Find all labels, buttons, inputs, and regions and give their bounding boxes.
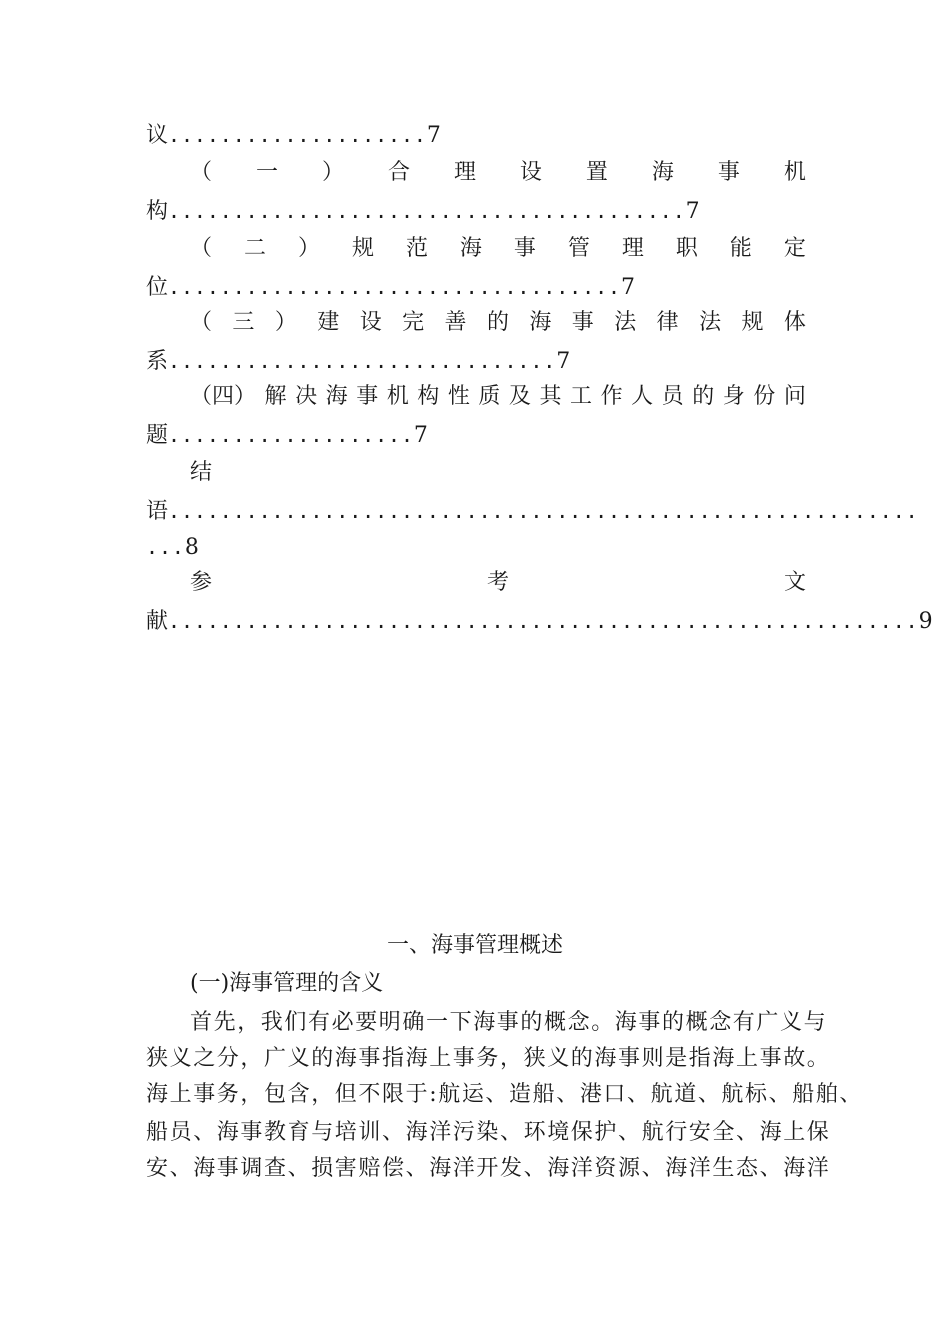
toc-leader-dots: .................... — [168, 123, 427, 147]
toc-entry-proposals[interactable] — [146, 120, 806, 150]
toc-entry-tail: 位 — [146, 275, 169, 300]
toc-entry-leader-1[interactable] — [146, 196, 806, 226]
toc-char: 工 — [570, 384, 593, 409]
toc-char: 海 — [325, 384, 348, 409]
toc-char: 员 — [661, 384, 684, 409]
toc-char: 构 — [417, 384, 440, 409]
toc-entry-title-2[interactable] — [190, 234, 806, 264]
toc-entry-leader-6[interactable] — [146, 606, 933, 636]
toc-char: 决 — [295, 384, 318, 409]
toc-entry-tail: 构 — [146, 199, 169, 224]
toc-char: 作 — [600, 384, 623, 409]
toc-char: （ — [190, 236, 213, 261]
toc-leader-dots: .............................. — [168, 349, 557, 373]
toc-char: 能 — [729, 236, 752, 261]
toc-char: 合 — [387, 160, 410, 185]
toc-char: 事 — [513, 236, 536, 261]
toc-char: 的 — [692, 384, 715, 409]
toc-char: 理 — [621, 236, 644, 261]
toc-char: 定 — [783, 236, 806, 261]
toc-page-number: 7 — [426, 123, 441, 148]
toc-char: 身 — [722, 384, 745, 409]
toc-char: 性 — [447, 384, 470, 409]
toc-char: 设 — [519, 160, 542, 185]
toc-char: 理 — [453, 160, 476, 185]
toc-page-number: 8 — [184, 535, 199, 560]
toc-leader-dots: ... — [146, 535, 185, 559]
toc-char: （ — [190, 310, 213, 335]
toc-leader-dots: .......................................................... — [168, 609, 919, 633]
toc-char: 结 — [190, 460, 213, 485]
toc-entry-leader-5[interactable] — [146, 496, 919, 526]
paragraph-line: 安、海事调查、损害赔偿、海洋开发、海洋资源、海洋生态、海洋 — [146, 1156, 831, 1181]
toc-leader-dots: ........................................ — [168, 199, 686, 223]
toc-char: 文 — [783, 570, 806, 595]
toc-char: 置 — [585, 160, 608, 185]
toc-char: 善 — [444, 310, 467, 335]
toc-entry-leader-3[interactable] — [146, 346, 806, 376]
toc-page-number: 7 — [556, 349, 571, 374]
toc-entry-leader-4[interactable] — [146, 420, 806, 450]
toc-char: 海 — [459, 236, 482, 261]
toc-char: 二 — [243, 236, 266, 261]
toc-leader-dots: ................... — [168, 423, 414, 447]
toc-char: ） — [297, 236, 320, 261]
toc-entry-title-6[interactable] — [190, 568, 806, 598]
toc-page-number: 7 — [413, 423, 428, 448]
toc-char: 律 — [656, 310, 679, 335]
toc-char: 机 — [386, 384, 409, 409]
toc-char: 职 — [675, 236, 698, 261]
section-heading: 一、海事管理概述 — [386, 933, 563, 958]
toc-entry-tail: 议 — [146, 123, 169, 148]
paragraph-line: 海上事务，包含，但不限于:航运、造船、港口、航道、航标、船舶、 — [146, 1082, 864, 1107]
toc-entry-title-4[interactable] — [190, 382, 806, 412]
toc-char: 事 — [571, 310, 594, 335]
toc-char: 质 — [478, 384, 501, 409]
toc-char: 海 — [529, 310, 552, 335]
toc-entry-leader-5-cont[interactable] — [146, 532, 806, 562]
toc-char: 完 — [402, 310, 425, 335]
toc-char: ） — [321, 160, 344, 185]
toc-entry-tail: 语 — [146, 499, 169, 524]
toc-char: 人 — [631, 384, 654, 409]
toc-entry-tail: 题 — [146, 423, 169, 448]
toc-char: 考 — [486, 570, 509, 595]
toc-char: 法 — [614, 310, 637, 335]
toc-entry-tail: 系 — [146, 349, 169, 374]
toc-char: （四） — [190, 384, 257, 409]
toc-char: 的 — [486, 310, 509, 335]
toc-char: 份 — [753, 384, 776, 409]
toc-entry-title-5[interactable] — [190, 458, 806, 488]
toc-entry-tail: 献 — [146, 609, 169, 634]
paragraph-line: 船员、海事教育与培训、海洋污染、环境保护、航行安全、海上保 — [146, 1120, 831, 1145]
toc-char: ） — [274, 310, 297, 335]
toc-char: 规 — [741, 310, 764, 335]
paragraph-line: 首先，我们有必要明确一下海事的概念。海事的概念有广义与 — [190, 1010, 828, 1035]
toc-char: 机 — [783, 160, 806, 185]
toc-char: 管 — [567, 236, 590, 261]
toc-leader-dots: ................................... — [168, 275, 621, 299]
subsection-heading: (一)海事管理的含义 — [190, 971, 384, 996]
toc-page-number: 7 — [685, 199, 700, 224]
toc-char: 范 — [405, 236, 428, 261]
toc-char: 其 — [539, 384, 562, 409]
toc-char: 及 — [508, 384, 531, 409]
toc-char: 海 — [651, 160, 674, 185]
toc-page-number: 9 — [918, 609, 933, 634]
toc-leader-dots: .......................................................... — [168, 499, 919, 523]
toc-char: 体 — [783, 310, 806, 335]
toc-page-number: 7 — [620, 275, 635, 300]
toc-char: 建 — [317, 310, 340, 335]
toc-char: 法 — [699, 310, 722, 335]
toc-char: 一 — [255, 160, 278, 185]
toc-char: 设 — [359, 310, 382, 335]
toc-entry-title-3[interactable] — [190, 308, 806, 338]
toc-entry-title-1[interactable] — [190, 158, 806, 188]
paragraph-line: 狭义之分，广义的海事指海上事务，狭义的海事则是指海上事故。 — [146, 1046, 831, 1071]
toc-char: 问 — [783, 384, 806, 409]
toc-char: 事 — [356, 384, 379, 409]
toc-char: 事 — [717, 160, 740, 185]
toc-char: 参 — [190, 570, 213, 595]
toc-char: 三 — [232, 310, 255, 335]
toc-char: 规 — [351, 236, 374, 261]
toc-char: 解 — [264, 384, 287, 409]
toc-entry-leader-2[interactable] — [146, 272, 806, 302]
toc-char: （ — [190, 160, 213, 185]
